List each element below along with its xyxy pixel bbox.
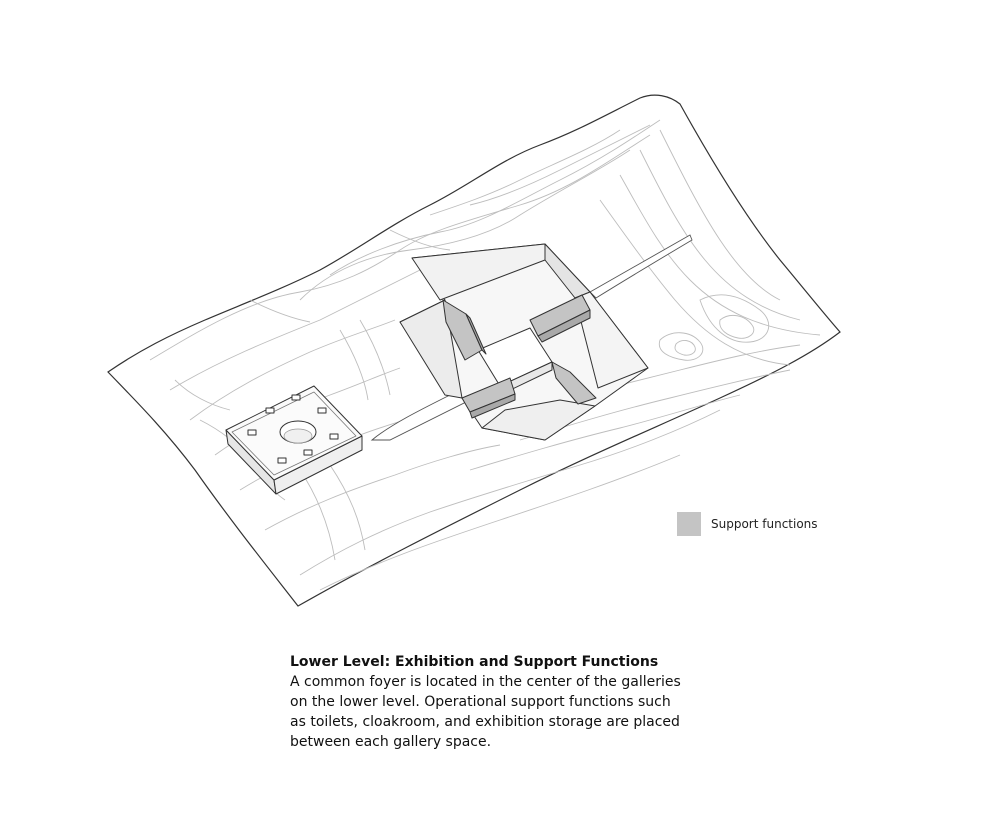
caption-line: A common foyer is located in the center of the galleries bbox=[290, 674, 681, 690]
oculus-inner bbox=[284, 429, 312, 443]
skylight bbox=[248, 430, 256, 435]
skylight bbox=[330, 434, 338, 439]
legend-label: Support functions bbox=[711, 517, 818, 531]
skylight bbox=[318, 408, 326, 413]
skylight bbox=[278, 458, 286, 463]
caption-line: as toilets, cloakroom, and exhibition storage are placed bbox=[290, 714, 680, 730]
caption-line: on the lower level. Operational support functions such bbox=[290, 694, 671, 710]
support-functions-swatch bbox=[677, 512, 701, 536]
legend bbox=[677, 512, 818, 536]
caption-title: Lower Level: Exhibition and Support Functions bbox=[290, 654, 659, 670]
skylight bbox=[292, 395, 300, 400]
caption bbox=[290, 652, 681, 752]
skylight bbox=[266, 408, 274, 413]
caption-line: between each gallery space. bbox=[290, 734, 492, 750]
skylight bbox=[304, 450, 312, 455]
